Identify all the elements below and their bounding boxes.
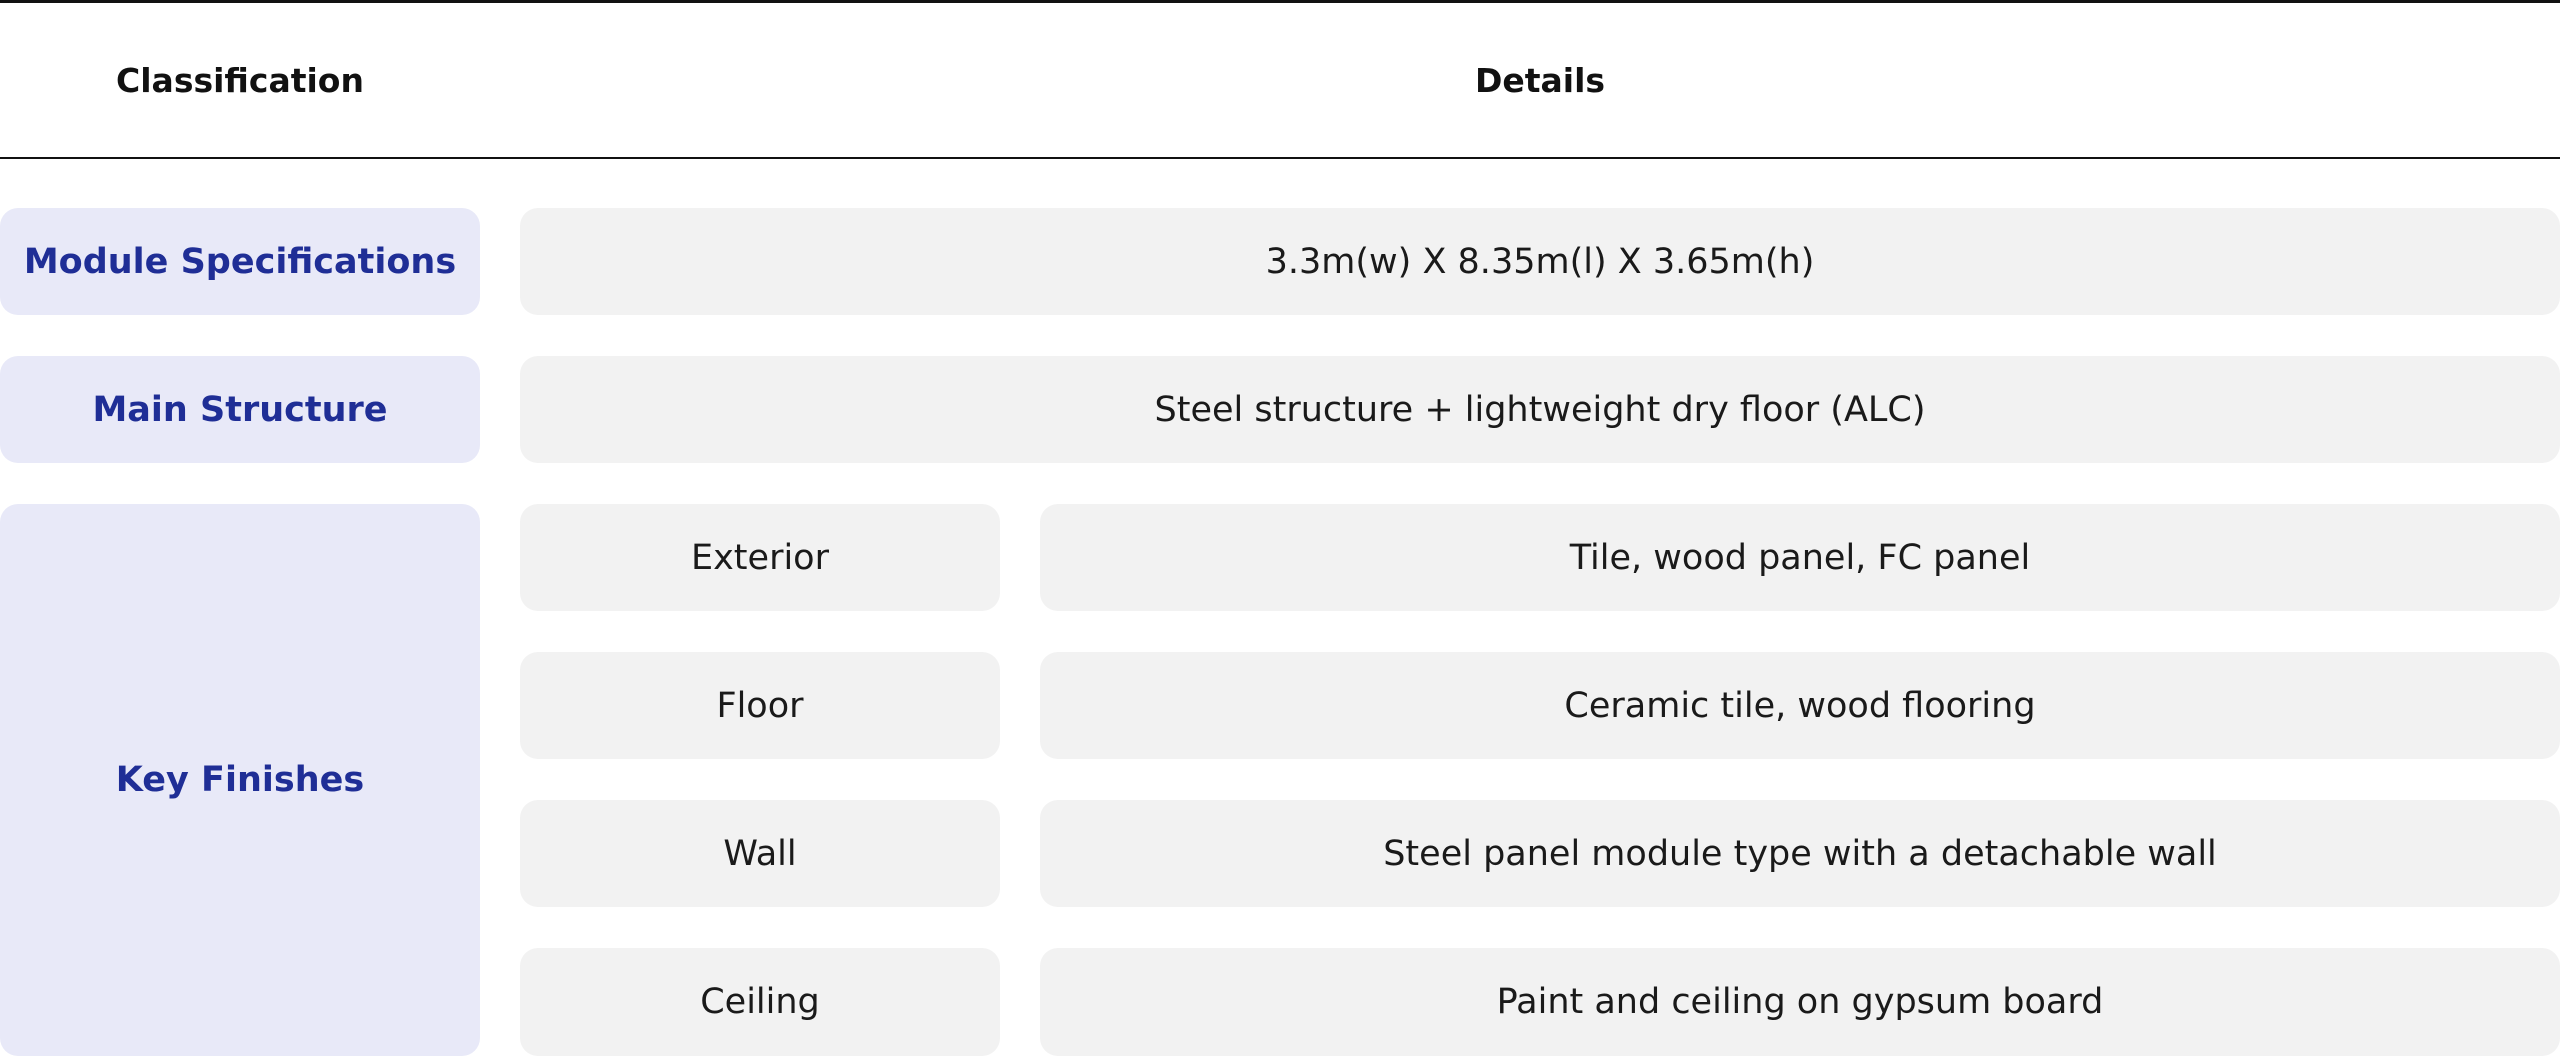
value-module-specifications: 3.3m(w) X 8.35m(l) X 3.65m(h) — [520, 208, 2560, 315]
finish-value-ceiling: Paint and ceiling on gypsum board — [1040, 948, 2560, 1056]
finish-value-exterior: Tile, wood panel, FC panel — [1040, 504, 2560, 611]
header-rule — [0, 157, 2560, 159]
finish-value-floor: Ceramic tile, wood flooring — [1040, 652, 2560, 759]
finish-value-wall: Steel panel module type with a detachable wall — [1040, 800, 2560, 907]
category-key-finishes: Key Finishes — [0, 504, 480, 1056]
category-module-specifications: Module Specifications — [0, 208, 480, 315]
finish-label-floor: Floor — [520, 652, 1000, 759]
finish-label-wall: Wall — [520, 800, 1000, 907]
category-main-structure: Main Structure — [0, 356, 480, 463]
finish-label-ceiling: Ceiling — [520, 948, 1000, 1056]
header-details: Details — [1474, 60, 1606, 100]
finish-label-exterior: Exterior — [520, 504, 1000, 611]
header-classification: Classification — [116, 60, 364, 100]
value-main-structure: Steel structure + lightweight dry floor (ALC) — [520, 356, 2560, 463]
